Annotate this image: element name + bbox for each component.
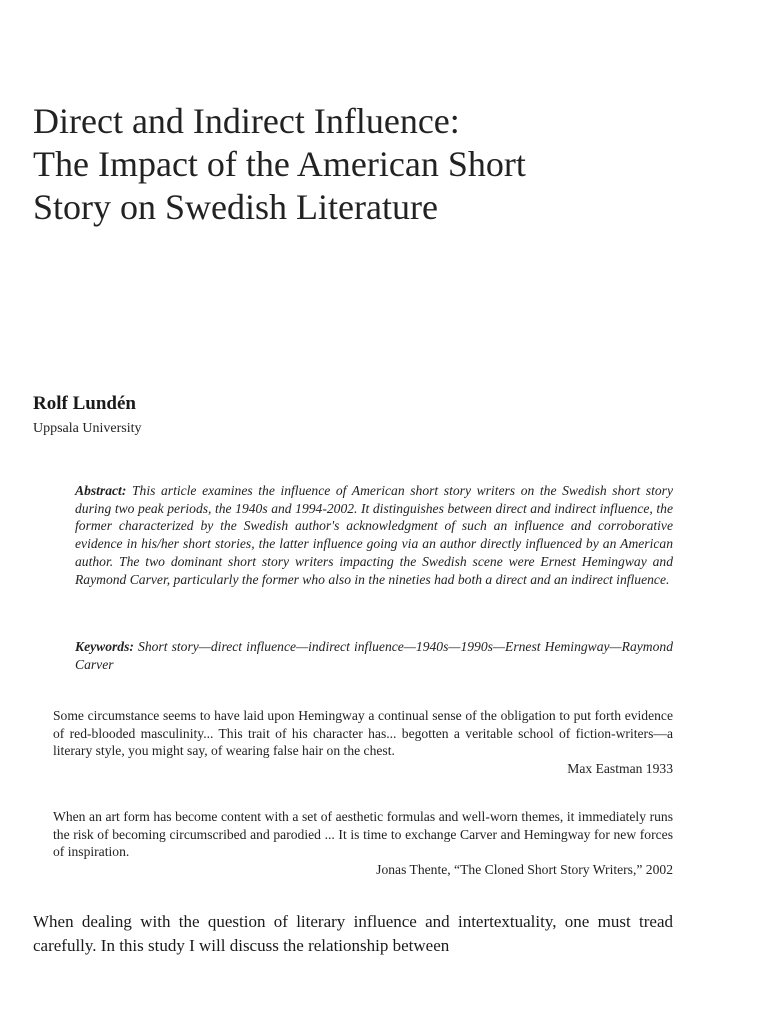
keywords [75, 638, 673, 673]
keywords-text: Short story—direct influence—indirect influence—1940s—1990s—Ernest Hemingway—Raymond Carver [75, 639, 673, 672]
abstract-label: Abstract: [75, 483, 127, 498]
abstract [75, 482, 673, 588]
author-affiliation: Uppsala University [33, 421, 142, 436]
epigraph-1-text: Some circumstance seems to have laid upon Hemingway a continual sense of the obligation to put forth evidence of red-blooded masculinity... This trait of his character has... begotten a veritable school of fiction-writers—a literary style, you might say, of wearing false hair on the chest. [53, 708, 673, 759]
epigraph-2-attribution: Jonas Thente, “The Cloned Short Story Writers,” 2002 [376, 861, 673, 877]
author-name: Rolf Lundén [33, 393, 136, 414]
title-line-3: Story on Swedish Literature [33, 187, 438, 227]
epigraph-2-text: When an art form has become content with a set of aesthetic formulas and well-worn themes, it immediately runs the risk of becoming circumscribed and parodied ... It is time to exchange Carver and Hemingway for new forces of inspiration. [53, 809, 673, 860]
abstract-text: This article examines the influence of American short story writers on the Swedish short story during two peak periods, the 1940s and 1994-2002. It distinguishes between direct and indirect influence, the former characterized by the Swedish author's acknowledgment of such an influence and corroborative evidence in his/her short stories, the latter influence going via an author directly influenced by an American author. The two dominant short story writers impacting the Swedish scene were Ernest Hemingway and Raymond Carver, particularly the former who also in the nineties had both a direct and an indirect influence. [75, 483, 673, 587]
epigraph-1-attribution: Max Eastman 1933 [567, 760, 673, 776]
keywords-label: Keywords: [75, 639, 134, 654]
epigraph-1 [53, 707, 673, 777]
epigraph-2 [53, 808, 673, 878]
title-line-1: Direct and Indirect Influence: [33, 101, 460, 141]
article-title [33, 100, 733, 229]
title-line-2: The Impact of the American Short [33, 144, 526, 184]
body-paragraph: When dealing with the question of literary influence and intertextuality, one must tread carefully. In this study I will discuss the relationship between [33, 912, 673, 955]
